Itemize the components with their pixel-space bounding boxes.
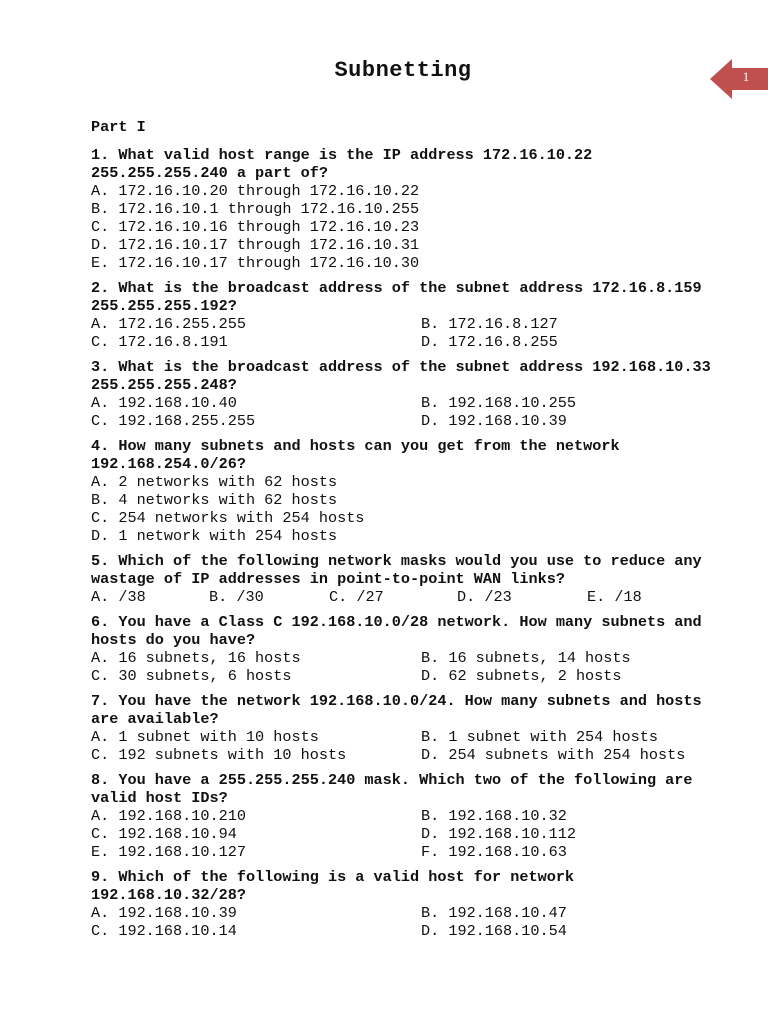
option-e: E. 192.168.10.127: [91, 843, 246, 861]
option-c: C. 254 networks with 254 hosts: [91, 509, 365, 527]
question-text: 3. What is the broadcast address of the subnet address 192.168.10.33 255.255.255.248?: [91, 358, 711, 394]
option-d: D. 1 network with 254 hosts: [91, 527, 338, 545]
option-b: B. 172.16.10.1 through 172.16.10.255: [91, 200, 420, 218]
option-e: E. /18: [587, 588, 642, 606]
option-b: B. 192.168.10.47: [421, 904, 567, 922]
option-d: D. 172.16.8.255: [421, 333, 558, 351]
option-b: B. /30: [209, 588, 264, 606]
question-text: 4. How many subnets and hosts can you get from the network 192.168.254.0/26?: [91, 437, 620, 473]
option-a: A. /38: [91, 588, 146, 606]
question-text: 1. What valid host range is the IP address 172.16.10.22 255.255.255.240 a part of?: [91, 146, 593, 182]
question-text: 6. You have a Class C 192.168.10.0/28 network. How many subnets and hosts do you have?: [91, 613, 702, 649]
question-7: [91, 692, 731, 764]
option-a: A. 2 networks with 62 hosts: [91, 473, 338, 491]
option-a: A. 1 subnet with 10 hosts: [91, 728, 319, 746]
question-6: [91, 613, 731, 685]
option-a: A. 172.16.255.255: [91, 315, 246, 333]
option-d: D. 254 subnets with 254 hosts: [421, 746, 686, 764]
question-4: [91, 437, 731, 545]
option-a: A. 192.168.10.40: [91, 394, 237, 412]
question-text: 2. What is the broadcast address of the subnet address 172.16.8.159 255.255.255.192?: [91, 279, 702, 315]
question-text: 7. You have the network 192.168.10.0/24. How many subnets and hosts are available?: [91, 692, 702, 728]
page-title: Subnetting: [334, 58, 472, 83]
option-c: C. /27: [329, 588, 384, 606]
question-2: [91, 279, 731, 351]
option-a: A. 172.16.10.20 through 172.16.10.22: [91, 182, 420, 200]
option-c: C. 192 subnets with 10 hosts: [91, 746, 347, 764]
option-d: D. 192.168.10.112: [421, 825, 576, 843]
option-d: D. 172.16.10.17 through 172.16.10.31: [91, 236, 420, 254]
option-b: B. 4 networks with 62 hosts: [91, 491, 338, 509]
option-c: C. 192.168.10.14: [91, 922, 237, 940]
option-a: A. 192.168.10.210: [91, 807, 246, 825]
option-b: B. 192.168.10.255: [421, 394, 576, 412]
option-c: C. 172.16.8.191: [91, 333, 228, 351]
option-c: C. 172.16.10.16 through 172.16.10.23: [91, 218, 420, 236]
option-a: A. 192.168.10.39: [91, 904, 237, 922]
question-list: [91, 118, 731, 947]
question-3: [91, 358, 731, 430]
option-b: B. 1 subnet with 254 hosts: [421, 728, 658, 746]
option-b: B. 172.16.8.127: [421, 315, 558, 333]
question-text: 5. Which of the following network masks would you use to reduce any wastage of IP addresses in point-to-point WAN links?: [91, 552, 702, 588]
question-9: [91, 868, 731, 940]
question-1: [91, 146, 731, 272]
option-f: F. 192.168.10.63: [421, 843, 567, 861]
question-text: 9. Which of the following is a valid host for network 192.168.10.32/28?: [91, 868, 575, 904]
option-d: D. 192.168.10.39: [421, 412, 567, 430]
option-e: E. 172.16.10.17 through 172.16.10.30: [91, 254, 420, 272]
option-b: B. 192.168.10.32: [421, 807, 567, 825]
option-c: C. 192.168.10.94: [91, 825, 237, 843]
question-text: 8. You have a 255.255.255.240 mask. Which two of the following are valid host IDs?: [91, 771, 693, 807]
option-c: C. 30 subnets, 6 hosts: [91, 667, 292, 685]
question-8: [91, 771, 731, 861]
page-number: 1: [742, 69, 750, 84]
option-d: D. 192.168.10.54: [421, 922, 567, 940]
option-d: D. 62 subnets, 2 hosts: [421, 667, 622, 685]
option-d: D. /23: [457, 588, 512, 606]
question-5: [91, 552, 731, 606]
option-a: A. 16 subnets, 16 hosts: [91, 649, 301, 667]
option-c: C. 192.168.255.255: [91, 412, 256, 430]
part-heading: Part I: [91, 118, 146, 136]
option-b: B. 16 subnets, 14 hosts: [421, 649, 631, 667]
